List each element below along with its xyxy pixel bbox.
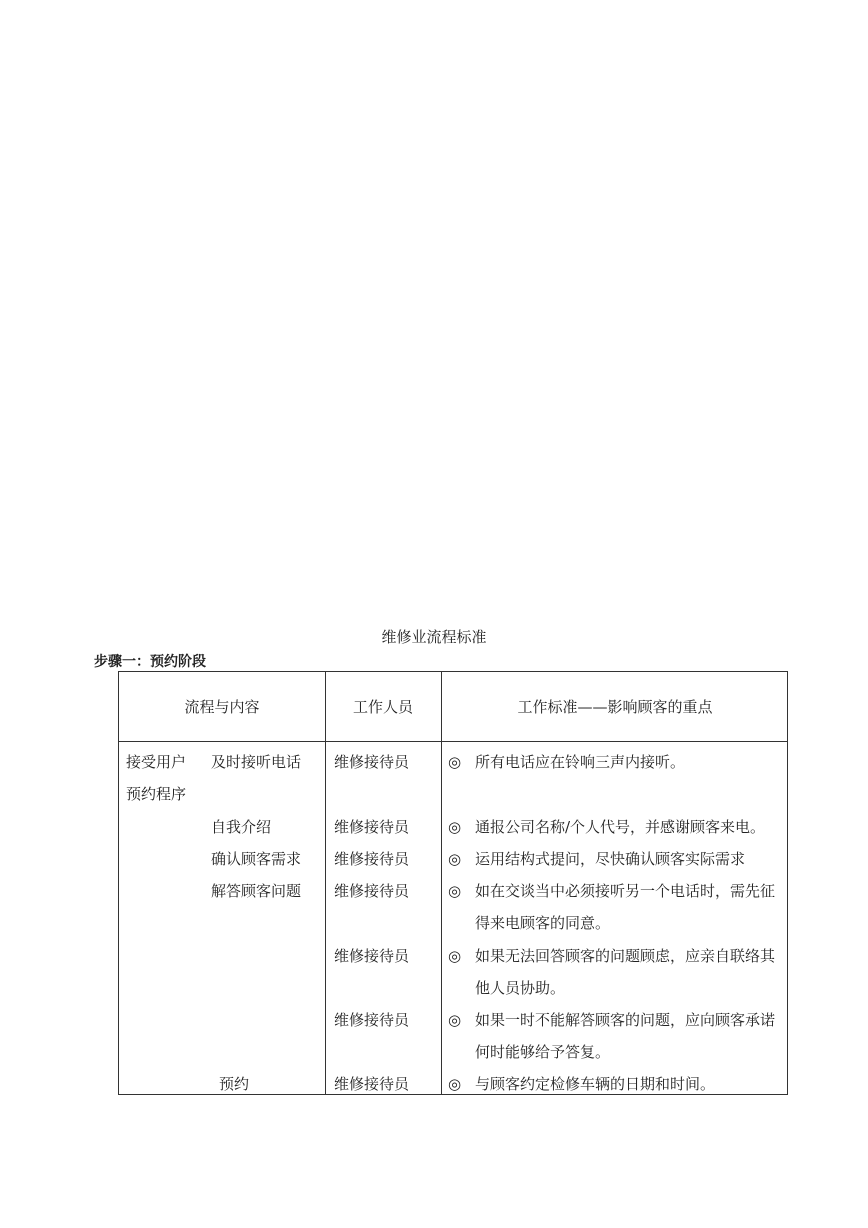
process-item: 解答顾客问题	[211, 882, 302, 900]
bullet-icon: ◎	[448, 850, 462, 868]
standard-text: 通报公司名称/个人代号，并感谢顾客来电。	[475, 818, 766, 836]
bullet-icon: ◎	[448, 947, 462, 965]
process-item: 预约	[219, 1075, 250, 1093]
standard-text: 如果一时不能解答顾客的问题，应向顾客承诺	[475, 1011, 776, 1029]
staff-cell: 维修接待员	[334, 1075, 410, 1093]
bullet-icon: ◎	[448, 1011, 462, 1029]
bullet-icon: ◎	[448, 753, 462, 771]
bullet-icon: ◎	[448, 1075, 462, 1093]
staff-cell: 维修接待员	[334, 947, 410, 965]
staff-cell: 维修接待员	[334, 850, 410, 868]
standard-text: 如果无法回答顾客的问题顾虑，应亲自联络其	[475, 947, 776, 965]
stage-label-line1: 接受用户	[126, 753, 187, 771]
header-standard: 工作标准——影响顾客的重点	[517, 698, 713, 716]
bullet-icon: ◎	[448, 882, 462, 900]
header-divider	[119, 741, 787, 742]
process-item: 及时接听电话	[211, 753, 302, 771]
standard-text-continued: 得来电顾客的同意。	[475, 914, 611, 932]
document-title: 维修业流程标准	[381, 628, 487, 646]
process-table	[118, 671, 788, 1095]
staff-cell: 维修接待员	[334, 1011, 410, 1029]
header-staff: 工作人员	[352, 698, 413, 716]
staff-cell: 维修接待员	[334, 753, 410, 771]
stage-label-line2: 预约程序	[126, 785, 187, 803]
standard-text: 所有电话应在铃响三声内接听。	[475, 753, 686, 771]
column-divider-1	[325, 672, 326, 1094]
staff-cell: 维修接待员	[334, 818, 410, 836]
standard-text: 运用结构式提问，尽快确认顾客实际需求	[475, 850, 746, 868]
header-process: 流程与内容	[184, 698, 260, 716]
standard-text: 与顾客约定检修车辆的日期和时间。	[475, 1075, 716, 1093]
staff-cell: 维修接待员	[334, 882, 410, 900]
bullet-icon: ◎	[448, 818, 462, 836]
process-item: 自我介绍	[211, 818, 272, 836]
standard-text-continued: 何时能够给予答复。	[475, 1043, 611, 1061]
process-item: 确认顾客需求	[211, 850, 302, 868]
standard-text: 如在交谈当中必须接听另一个电话时，需先征	[475, 882, 776, 900]
step-heading: 步骤一：预约阶段	[94, 654, 206, 670]
column-divider-2	[441, 672, 442, 1094]
standard-text-continued: 他人员协助。	[475, 979, 566, 997]
